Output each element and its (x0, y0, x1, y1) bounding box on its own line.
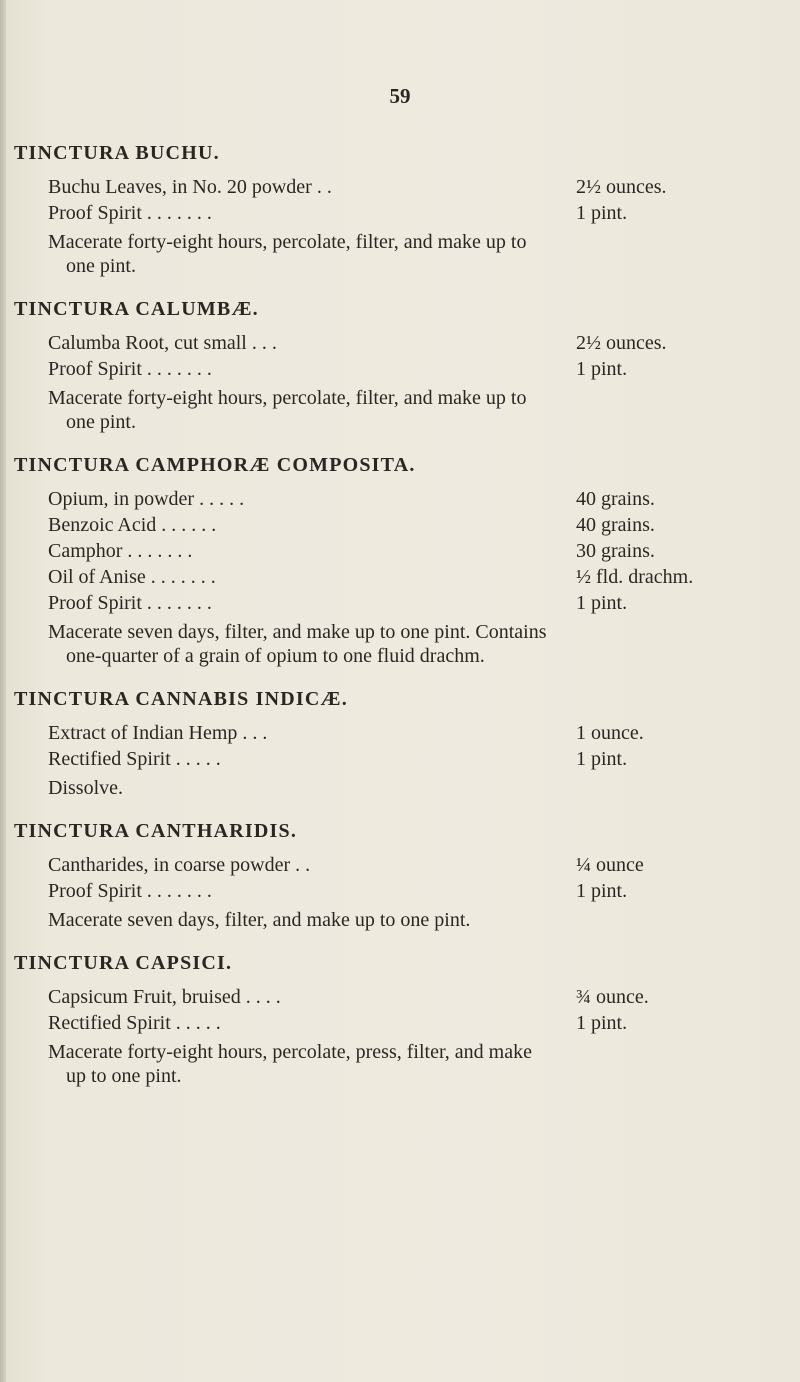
ingredient-quantity: ¼ ounce (576, 854, 644, 876)
ingredient-name: Extract of Indian Hemp . . . (48, 722, 268, 744)
ingredient-row (48, 486, 794, 512)
ingredient-row (48, 1010, 794, 1036)
recipe-section (14, 686, 794, 800)
recipe-instruction (48, 1040, 548, 1088)
ingredient-quantity: 1 pint. (576, 592, 628, 614)
ingredient-quantity: 1 pint. (576, 1012, 628, 1034)
ingredient-quantity: ¾ ounce. (576, 986, 649, 1008)
ingredient-row (48, 720, 794, 746)
ingredient-name: Capsicum Fruit, bruised . . . . (48, 986, 281, 1008)
recipe-section (14, 140, 794, 278)
ingredient-name: Cantharides, in coarse powder . . (48, 854, 311, 876)
ingredient-quantity: ½ fld. drachm. (576, 566, 694, 588)
recipe-heading: TINCTURA CANTHARIDIS. (14, 820, 298, 842)
recipe-section (14, 452, 794, 668)
recipe-instruction (48, 620, 548, 668)
ingredient-name: Proof Spirit . . . . . . . (48, 358, 212, 380)
recipe-heading: TINCTURA CANNABIS INDICÆ. (14, 688, 348, 710)
recipe-list (14, 140, 794, 1106)
ingredient-row (48, 564, 794, 590)
ingredient-row (48, 330, 794, 356)
recipe-instruction (48, 386, 548, 434)
ingredient-name: Buchu Leaves, in No. 20 powder . . (48, 176, 332, 198)
page-spine-edge (0, 0, 6, 1382)
ingredient-quantity: 1 pint. (576, 358, 628, 380)
ingredient-quantity: 1 pint. (576, 880, 628, 902)
instruction-text: Macerate seven days, filter, and make up to one pint. Contains one-quarter of a grain of opium to one fluid drachm. (48, 621, 547, 667)
ingredient-name: Opium, in powder . . . . . (48, 488, 245, 510)
ingredient-name: Proof Spirit . . . . . . . (48, 202, 212, 224)
recipe-section (14, 950, 794, 1088)
instruction-text: Macerate forty-eight hours, percolate, filter, and make up to one pint. (48, 231, 527, 277)
recipe-heading: TINCTURA BUCHU. (14, 142, 220, 164)
ingredient-name: Proof Spirit . . . . . . . (48, 592, 212, 614)
ingredient-name: Proof Spirit . . . . . . . (48, 880, 212, 902)
recipe-instruction (48, 230, 548, 278)
ingredient-quantity: 1 pint. (576, 202, 628, 224)
recipe-instruction (48, 908, 548, 932)
instruction-text: Dissolve. (48, 777, 123, 799)
ingredient-name: Calumba Root, cut small . . . (48, 332, 277, 354)
ingredient-row (48, 512, 794, 538)
recipe-section (14, 296, 794, 434)
instruction-text: Macerate forty-eight hours, percolate, press, filter, and make up to one pint. (48, 1041, 532, 1087)
page-number: 59 (389, 84, 411, 108)
recipe-section (14, 818, 794, 932)
ingredient-row (48, 356, 794, 382)
ingredient-name: Rectified Spirit . . . . . (48, 748, 221, 770)
ingredient-name: Rectified Spirit . . . . . (48, 1012, 221, 1034)
ingredient-row (48, 590, 794, 616)
ingredient-row (48, 746, 794, 772)
recipe-heading: TINCTURA CAMPHORÆ COMPOSITA. (14, 454, 416, 476)
ingredient-row (48, 174, 794, 200)
instruction-text: Macerate seven days, filter, and make up to one pint. (48, 909, 471, 931)
ingredient-row (48, 852, 794, 878)
ingredient-row (48, 984, 794, 1010)
ingredient-name: Camphor . . . . . . . (48, 540, 193, 562)
ingredient-quantity: 1 pint. (576, 748, 628, 770)
recipe-heading: TINCTURA CAPSICI. (14, 952, 233, 974)
recipe-instruction (48, 776, 548, 800)
ingredient-quantity: 2½ ounces. (576, 332, 667, 354)
ingredient-quantity: 40 grains. (576, 488, 655, 510)
ingredient-quantity: 40 grains. (576, 514, 655, 536)
ingredient-quantity: 2½ ounces. (576, 176, 667, 198)
ingredient-row (48, 538, 794, 564)
ingredient-quantity: 1 ounce. (576, 722, 644, 744)
ingredient-name: Benzoic Acid . . . . . . (48, 514, 217, 536)
ingredient-row (48, 878, 794, 904)
recipe-heading: TINCTURA CALUMBÆ. (14, 298, 259, 320)
ingredient-row (48, 200, 794, 226)
instruction-text: Macerate forty-eight hours, percolate, filter, and make up to one pint. (48, 387, 527, 433)
ingredient-name: Oil of Anise . . . . . . . (48, 566, 216, 588)
ingredient-quantity: 30 grains. (576, 540, 655, 562)
